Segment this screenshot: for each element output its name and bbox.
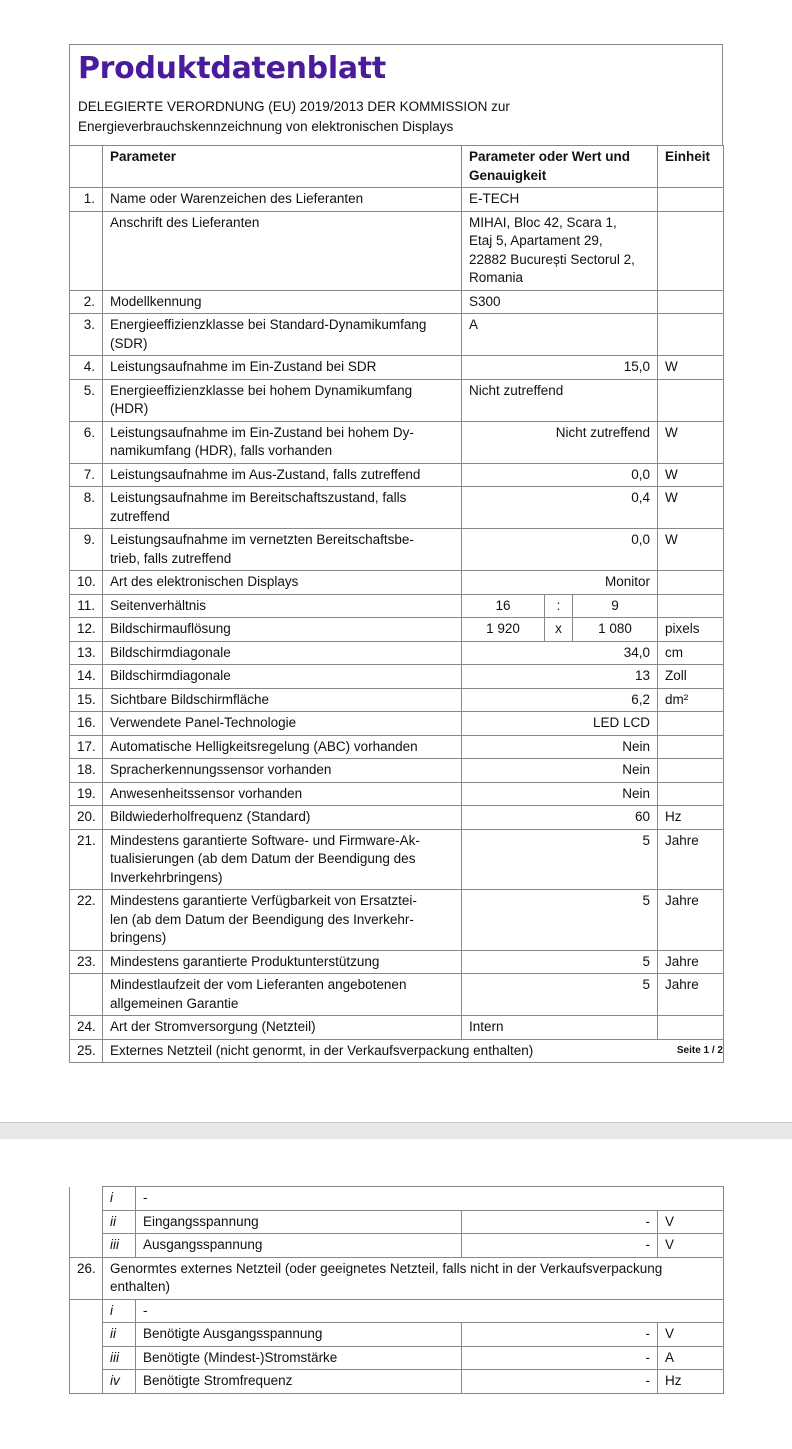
row-number: 26.	[70, 1257, 103, 1299]
row-unit: Zoll	[658, 665, 724, 689]
row-label	[103, 974, 462, 1016]
address-line: Romania	[469, 270, 524, 285]
row-value: -	[136, 1187, 724, 1211]
row-value: 15,0	[462, 356, 658, 380]
row-value: Intern	[462, 1016, 658, 1040]
roman-numeral: iii	[103, 1234, 136, 1258]
product-data-table	[69, 145, 724, 1063]
table-row	[70, 1346, 724, 1370]
row-value: -	[462, 1234, 658, 1258]
row-label: Verwendete Panel-Technologie	[103, 712, 462, 736]
table-row	[70, 974, 724, 1016]
address-line: Etaj 5, Apartament 29,	[469, 233, 603, 248]
table-row	[70, 735, 724, 759]
table-row	[70, 759, 724, 783]
label-line: Energieeffizienzklasse bei Standard-Dynamikumfang	[110, 317, 427, 332]
row-number: 4.	[70, 356, 103, 380]
label-line: len (ab dem Datum der Beendigung des Inverkehr-	[110, 911, 414, 927]
table-row	[70, 463, 724, 487]
roman-numeral: i	[103, 1187, 136, 1211]
regulation-line-2: Energieverbrauchskennzeichnung von elektronischen Displays	[78, 119, 454, 134]
row-unit: W	[658, 356, 724, 380]
row-number: 1.	[70, 188, 103, 212]
table-row	[70, 1299, 724, 1323]
row-number: 2.	[70, 290, 103, 314]
row-value: Nicht zutreffend	[462, 379, 658, 421]
row-value: A	[462, 314, 658, 356]
table-row	[70, 571, 724, 595]
row-unit: W	[658, 421, 724, 463]
row-label: Leistungsaufnahme im Ein-Zustand bei SDR	[103, 356, 462, 380]
label-line: tualisierungen (ab dem Datum der Beendigung des	[110, 851, 416, 866]
row-number: 18.	[70, 759, 103, 783]
regulation-line-1: DELEGIERTE VERORDNUNG (EU) 2019/2013 DER KOMMISSION zur	[78, 99, 510, 114]
row-label: Bildschirmdiagonale	[103, 665, 462, 689]
row-unit	[658, 314, 724, 356]
header-value-line-2: Genauigkeit	[469, 167, 547, 183]
table-row	[70, 665, 724, 689]
roman-numeral: i	[103, 1299, 136, 1323]
row-unit	[658, 290, 724, 314]
table-row	[70, 829, 724, 890]
row-value: 13	[462, 665, 658, 689]
row-unit: Jahre	[658, 974, 724, 1016]
row-value: Nein	[462, 782, 658, 806]
row-unit: A	[658, 1346, 724, 1370]
row-value: -	[462, 1323, 658, 1347]
ratio-width: 16	[462, 594, 545, 618]
row-number: 11.	[70, 594, 103, 618]
row-label	[103, 1257, 724, 1299]
row-number: 6.	[70, 421, 103, 463]
row-unit: Jahre	[658, 890, 724, 951]
row-label	[103, 487, 462, 529]
header-value	[462, 146, 658, 188]
header-parameter: Parameter	[103, 146, 462, 188]
row-number: 20.	[70, 806, 103, 830]
page-number: Seite 1 / 2	[676, 1045, 723, 1056]
row-label	[103, 379, 462, 421]
row-label: Sichtbare Bildschirmfläche	[103, 688, 462, 712]
header-unit: Einheit	[658, 146, 724, 188]
page-separator	[0, 1122, 792, 1139]
label-line: (HDR)	[110, 401, 149, 416]
row-number	[70, 1299, 103, 1323]
row-number	[70, 1234, 103, 1258]
row-unit	[658, 571, 724, 595]
row-unit: Jahre	[658, 829, 724, 890]
table-row	[70, 529, 724, 571]
label-line: Leistungsaufnahme im Ein-Zustand bei hohem Dy-	[110, 424, 414, 440]
row-label: Benötigte (Mindest-)Stromstärke	[136, 1346, 462, 1370]
row-label: Anschrift des Lieferanten	[103, 211, 462, 290]
row-label: Externes Netzteil (nicht genormt, in der Verkaufsverpackung enthalten)	[103, 1039, 724, 1063]
row-value: 6,2	[462, 688, 658, 712]
row-value: 60	[462, 806, 658, 830]
roman-numeral: iii	[103, 1346, 136, 1370]
row-value: 0,4	[462, 487, 658, 529]
label-line: allgemeinen Garantie	[110, 995, 239, 1011]
document-title: Produktdatenblatt	[78, 51, 386, 86]
table-row	[70, 806, 724, 830]
resolution-height: 1 080	[573, 618, 658, 642]
row-label: Art des elektronischen Displays	[103, 571, 462, 595]
label-line: Energieeffizienzklasse bei hohem Dynamikumfang	[110, 382, 413, 398]
row-number	[70, 1210, 103, 1234]
row-number: 13.	[70, 641, 103, 665]
row-number	[70, 974, 103, 1016]
table-row	[70, 487, 724, 529]
row-number	[70, 211, 103, 290]
row-number: 16.	[70, 712, 103, 736]
label-line: Mindestens garantierte Verfügbarkeit von Ersatztei-	[110, 893, 417, 908]
row-value: Nein	[462, 759, 658, 783]
row-label: Automatische Helligkeitsregelung (ABC) vorhanden	[103, 735, 462, 759]
row-value: 0,0	[462, 463, 658, 487]
page-two	[69, 1186, 723, 1394]
row-label: Art der Stromversorgung (Netzteil)	[103, 1016, 462, 1040]
table-row	[70, 618, 724, 642]
row-number: 22.	[70, 890, 103, 951]
row-label: Leistungsaufnahme im Aus-Zustand, falls zutreffend	[103, 463, 462, 487]
ratio-height: 9	[573, 594, 658, 618]
row-label: Modellkennung	[103, 290, 462, 314]
row-number: 8.	[70, 487, 103, 529]
row-unit: Hz	[658, 1370, 724, 1394]
row-unit	[658, 782, 724, 806]
row-unit	[658, 211, 724, 290]
address-line: 22882 București Sectorul 2,	[469, 251, 635, 267]
row-label: Ausgangsspannung	[136, 1234, 462, 1258]
header-num	[70, 146, 103, 188]
row-value: -	[136, 1299, 724, 1323]
power-supply-table	[69, 1186, 724, 1394]
row-number: 9.	[70, 529, 103, 571]
row-label: Name oder Warenzeichen des Lieferanten	[103, 188, 462, 212]
row-unit	[658, 594, 724, 618]
row-value: 5	[462, 890, 658, 951]
label-line: namikumfang (HDR), falls vorhanden	[110, 443, 333, 458]
address-line: MIHAI, Bloc 42, Scara 1,	[469, 214, 617, 230]
row-value: 5	[462, 950, 658, 974]
table-row	[70, 890, 724, 951]
row-label: Spracherkennungssensor vorhanden	[103, 759, 462, 783]
label-line: bringens)	[110, 930, 167, 945]
row-unit: W	[658, 529, 724, 571]
table-row	[70, 594, 724, 618]
table-row	[70, 1257, 724, 1299]
label-line: Inverkehrbringens)	[110, 869, 223, 885]
label-line: Mindestlaufzeit der vom Lieferanten angebotenen	[110, 977, 407, 992]
row-value: 5	[462, 829, 658, 890]
row-number: 3.	[70, 314, 103, 356]
label-line: (SDR)	[110, 335, 148, 351]
row-label: Mindestens garantierte Produktunterstützung	[103, 950, 462, 974]
table-row	[70, 1016, 724, 1040]
table-row	[70, 356, 724, 380]
row-label	[103, 829, 462, 890]
row-label	[103, 421, 462, 463]
header-value-line-1: Parameter oder Wert und	[469, 149, 631, 164]
row-number: 21.	[70, 829, 103, 890]
row-unit: Hz	[658, 806, 724, 830]
row-unit: dm²	[658, 688, 724, 712]
row-label	[103, 890, 462, 951]
row-unit: pixels	[658, 618, 724, 642]
row-unit	[658, 712, 724, 736]
row-value: -	[462, 1346, 658, 1370]
row-number: 15.	[70, 688, 103, 712]
row-unit: W	[658, 463, 724, 487]
row-number	[70, 1370, 103, 1394]
table-header-row	[70, 146, 724, 188]
row-unit: W	[658, 487, 724, 529]
row-unit: V	[658, 1323, 724, 1347]
row-unit: cm	[658, 641, 724, 665]
row-value: Nein	[462, 735, 658, 759]
label-line: Genormtes externes Netzteil (oder geeignetes Netzteil, falls nicht in der Verkaufsverpackung	[110, 1260, 663, 1276]
table-row	[70, 290, 724, 314]
row-value: 34,0	[462, 641, 658, 665]
table-row	[70, 314, 724, 356]
row-value: -	[462, 1370, 658, 1394]
table-row	[70, 421, 724, 463]
table-row	[70, 641, 724, 665]
row-unit	[658, 1016, 724, 1040]
row-number: 10.	[70, 571, 103, 595]
table-row	[70, 1210, 724, 1234]
table-row	[70, 950, 724, 974]
row-label: Eingangsspannung	[136, 1210, 462, 1234]
row-label	[103, 529, 462, 571]
row-unit	[658, 188, 724, 212]
table-row	[70, 782, 724, 806]
row-label: Bildwiederholfrequenz (Standard)	[103, 806, 462, 830]
row-unit	[658, 735, 724, 759]
row-value: S300	[462, 290, 658, 314]
row-label: Seitenverhältnis	[103, 594, 462, 618]
page-one	[69, 44, 723, 1063]
row-value: LED LCD	[462, 712, 658, 736]
table-row	[70, 211, 724, 290]
row-number	[70, 1187, 103, 1211]
row-label: Bildschirmauflösung	[103, 618, 462, 642]
document-header	[69, 44, 723, 145]
label-line: Mindestens garantierte Software- und Firmware-Ak-	[110, 832, 420, 848]
row-number: 23.	[70, 950, 103, 974]
row-label: Bildschirmdiagonale	[103, 641, 462, 665]
row-number	[70, 1323, 103, 1347]
row-value: 0,0	[462, 529, 658, 571]
label-line: Leistungsaufnahme im vernetzten Bereitschaftsbe-	[110, 532, 414, 547]
row-value: Nicht zutreffend	[462, 421, 658, 463]
table-row	[70, 1370, 724, 1394]
row-label: Benötigte Ausgangsspannung	[136, 1323, 462, 1347]
row-unit: V	[658, 1234, 724, 1258]
row-value: Monitor	[462, 571, 658, 595]
row-label: Benötigte Stromfrequenz	[136, 1370, 462, 1394]
table-row	[70, 688, 724, 712]
row-number: 5.	[70, 379, 103, 421]
row-unit	[658, 759, 724, 783]
row-number: 25.	[70, 1039, 103, 1063]
row-value: 5	[462, 974, 658, 1016]
roman-numeral: ii	[103, 1210, 136, 1234]
row-unit	[658, 379, 724, 421]
table-row	[70, 1187, 724, 1211]
table-row	[70, 712, 724, 736]
table-row	[70, 1234, 724, 1258]
row-unit: Jahre	[658, 950, 724, 974]
table-row	[70, 379, 724, 421]
label-line: Leistungsaufnahme im Bereitschaftszustand, falls	[110, 490, 407, 505]
row-label: Anwesenheitssensor vorhanden	[103, 782, 462, 806]
row-value: E-TECH	[462, 188, 658, 212]
row-value	[462, 211, 658, 290]
table-row	[70, 188, 724, 212]
table-row	[70, 1323, 724, 1347]
label-line: enthalten)	[110, 1279, 171, 1294]
roman-numeral: ii	[103, 1323, 136, 1347]
row-label	[103, 314, 462, 356]
row-number: 19.	[70, 782, 103, 806]
row-unit: V	[658, 1210, 724, 1234]
row-number: 24.	[70, 1016, 103, 1040]
row-number	[70, 1346, 103, 1370]
ratio-separator: :	[545, 594, 573, 618]
row-number: 7.	[70, 463, 103, 487]
resolution-width: 1 920	[462, 618, 545, 642]
resolution-separator: x	[545, 618, 573, 642]
row-number: 17.	[70, 735, 103, 759]
label-line: zutreffend	[110, 508, 170, 524]
row-number: 12.	[70, 618, 103, 642]
roman-numeral: iv	[103, 1370, 136, 1394]
label-line: trieb, falls zutreffend	[110, 550, 232, 566]
row-value: -	[462, 1210, 658, 1234]
row-number: 14.	[70, 665, 103, 689]
